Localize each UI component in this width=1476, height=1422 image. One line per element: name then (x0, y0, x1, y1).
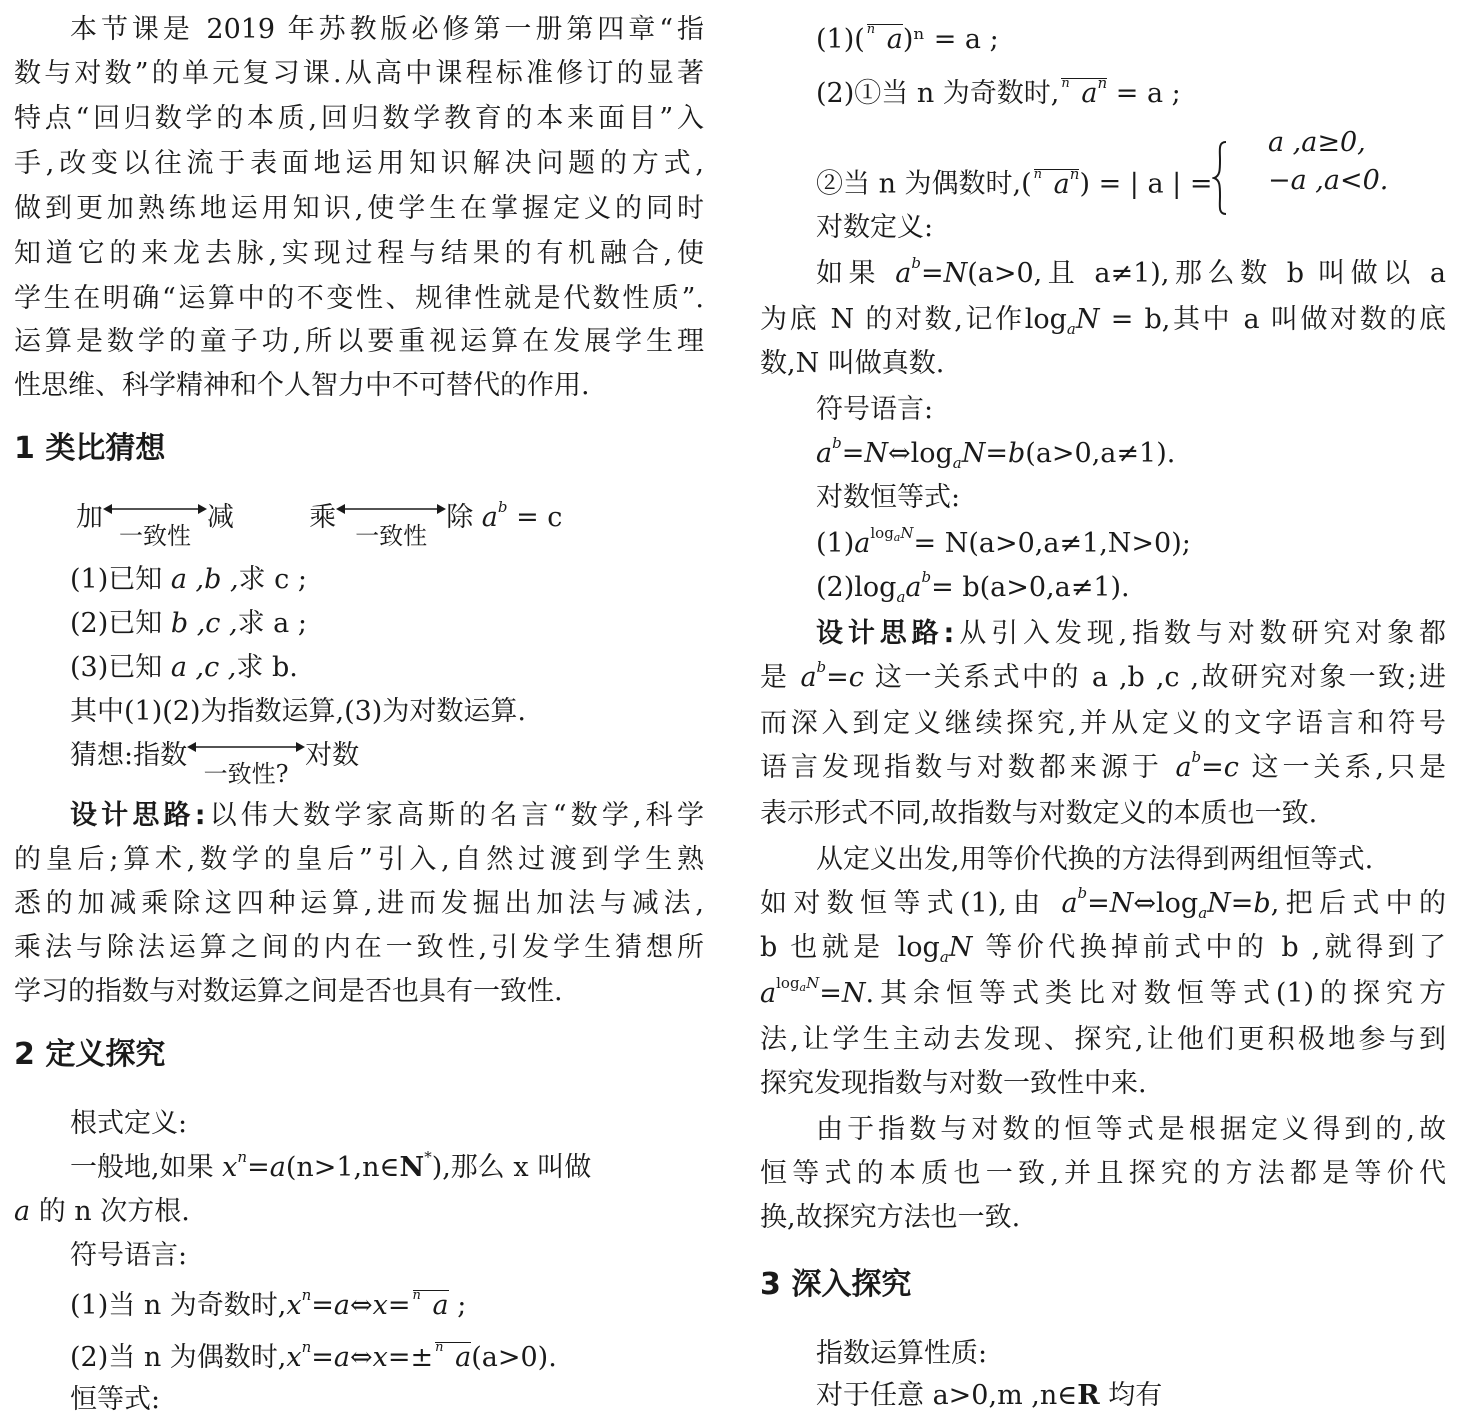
root-def-label: 根式定义: (70, 1108, 188, 1139)
analogy-row: 加 一致性 减 乘 一致性 除 $a^b = c$ (76, 498, 563, 550)
case-negative: −a ,a<0. (1268, 165, 1389, 196)
design-label: 设计思路: (70, 800, 206, 831)
even-case-line: (2)当 n 为偶数时$,x^n=a\Leftrightarrow x=\pm$ n a(a>0). (70, 1338, 557, 1373)
symbol-eq: $a^b=N\Leftrightarrow\log_aN=b(a>0,a\ne 1)$. (816, 434, 1176, 472)
section-2-heading: 2 定义探究 (14, 1037, 166, 1072)
double-arrow-icon (336, 501, 446, 550)
div-label: 除 (446, 502, 474, 533)
log-def-line: 如果 $a^b=N(a>0$,且 a≠1),那么数 b 叫做以 a (816, 254, 1446, 289)
intro-line: 学生在明确“运算中的不变性、规律性就是代数性质”. (14, 283, 704, 314)
mul-label: 乘 (309, 502, 337, 533)
arrow-caption: 一致性 (355, 521, 428, 550)
para2-line: 从定义出发,用等价代换的方法得到两组恒等式. (816, 844, 1374, 875)
symbol-label-2: 符号语言: (816, 394, 934, 425)
design-2-line: 设计思路:从引入发现,指数与对数研究对象都 (816, 618, 1446, 649)
radical-icon: n a (412, 1288, 449, 1321)
any-line: 对于任意 a>0,m ,n∈R 均有 (816, 1380, 1163, 1411)
design-1-line: 的皇后;算术,数学的皇后”引入,自然过渡到学生熟 (14, 844, 704, 875)
para3-line: 换,故探究方法也一致. (760, 1202, 1021, 1233)
log-def-line: 数,N 叫做真数. (760, 348, 945, 379)
para2-line: $a^{log_aN}=N$.其余恒等式类比对数恒等式(1)的探究方 (760, 974, 1446, 1009)
radical-icon: n $a^n$ (1061, 74, 1108, 109)
double-arrow-icon (103, 501, 207, 550)
para3-line: 恒等式的本质也一致,并且探究的方法都是等价代 (760, 1158, 1446, 1189)
radical-icon: n a (435, 1340, 472, 1373)
general-line-1: 一般地,如果 $x^n=a(n>1,n\in N^*)$,那么 x 叫做 (70, 1148, 592, 1183)
design-2-line: 表示形式不同,故指数与对数定义的本质也一致. (760, 798, 1318, 829)
identity-3: ②当 n 为偶数时,( n $a^n$) = | a | = a ,a≥0, −a ,a<0. (760, 140, 1446, 220)
arrow-caption: 一致性? (203, 759, 289, 788)
eq-c: = c (516, 502, 563, 533)
design-1-line: 学习的指数与对数运算之间是否也具有一致性. (14, 976, 563, 1007)
case-2: (2)已知 b ,c ,求 a ; (70, 608, 307, 639)
design-1-line: 悉的加减乘除这四种运算,进而发掘出加法与减法, (14, 888, 704, 919)
log-id-1: $(1)a^{log_aN}= N(a>0,a\ne 1,N>0)$; (816, 524, 1191, 559)
design-label: 设计思路: (816, 618, 955, 649)
para2-line: 法,让学生主动去发现、探究,让他们更积极地参与到 (760, 1024, 1446, 1055)
para2-line: 如对数恒等式(1),由 $a^b=N\Leftrightarrow\log_aN=b$,把后式中的 (760, 884, 1446, 922)
intro-line: 运算是数学的童子功,所以要重视运算在发展学生理 (14, 326, 704, 357)
intro-line: 特点“回归数学的本质,回归数学教育的本来面目”入 (14, 103, 704, 134)
right-column (760, 0, 1446, 1414)
intro-line: 数与对数”的单元复习课.从高中课程标准修订的显著 (14, 58, 704, 89)
left-column (14, 0, 704, 1414)
log-id-label: 对数恒等式: (816, 482, 961, 513)
case-1: (1)已知 a ,b ,求 c ; (70, 564, 307, 595)
exp-prop-label: 指数运算性质: (816, 1338, 988, 1369)
among-line: 其中(1)(2)为指数运算,(3)为对数运算. (70, 696, 526, 727)
design-2-line: 而深入到定义继续探究,并从定义的文字语言和符号 (760, 708, 1446, 739)
guess-line: 猜想:指数 一致性? 对数 (70, 740, 360, 788)
log-def-label: 对数定义: (816, 212, 934, 243)
odd-case-line: (1)当 n 为奇数时$,x^n=a\Leftrightarrow x=$ n a ; (70, 1286, 467, 1321)
identity-1: (1)( n a)ⁿ = a ; (816, 22, 999, 55)
intro-line: 知道它的来龙去脉,实现过程与结果的有机融合,使 (14, 238, 704, 269)
section-3-heading: 3 深入探究 (760, 1267, 912, 1302)
sub-label: 减 (207, 502, 234, 533)
design-2-line: 语言发现指数与对数都来源于 $a^b=c$ 这一关系,只是 (760, 748, 1446, 783)
design-1-line: 设计思路:以伟大数学家高斯的名言“数学,科学 (70, 800, 704, 831)
identity-label: 恒等式: (70, 1384, 161, 1415)
case-positive: a ,a≥0, (1268, 127, 1366, 158)
intro-line: 做到更加熟练地运用知识,使学生在掌握定义的同时 (14, 193, 704, 224)
case-3: (3)已知 a ,c ,求 b. (70, 652, 298, 683)
design-1-line: 乘法与除法运算之间的内在一致性,引发学生猜想所 (14, 932, 704, 963)
symbol-label: 符号语言: (70, 1240, 188, 1271)
intro-line: 本节课是 2019 年苏教版必修第一册第四章“指 (70, 14, 704, 45)
para3-line: 由于指数与对数的恒等式是根据定义得到的,故 (816, 1114, 1446, 1145)
log-id-2: $(2)\log_aa^b= b(a>0,a\ne 1)$. (816, 568, 1130, 606)
para2-line: b 也就是 $\log_aN$ 等价代换掉前式中的 b ,就得到了 (760, 932, 1446, 966)
double-arrow-icon (187, 739, 305, 788)
design-2-line: 是 $a^b=c$ 这一关系式中的 a ,b ,c ,故研究对象一致;进 (760, 658, 1446, 693)
arrow-caption: 一致性 (119, 521, 191, 550)
general-line-2: a 的 n 次方根. (14, 1196, 190, 1227)
log-def-line: 为底 N 的对数,记作$\log_aN = b$,其中 a 叫做对数的底 (760, 304, 1446, 338)
intro-line: 性思维、科学精神和个人智力中不可替代的作用. (14, 370, 590, 401)
add-label: 加 (76, 502, 103, 533)
radical-icon: n $a^n$ (1033, 164, 1080, 200)
identity-2: (2)①当 n 为奇数时, n $a^n = a$ ; (816, 74, 1181, 109)
para2-line: 探究发现指数与对数一致性中来. (760, 1068, 1147, 1099)
radical-icon: n a (866, 22, 903, 55)
intro-line: 手,改变以往流于表面地运用知识解决问题的方式, (14, 148, 704, 179)
section-1-heading: 1 类比猜想 (14, 431, 166, 466)
